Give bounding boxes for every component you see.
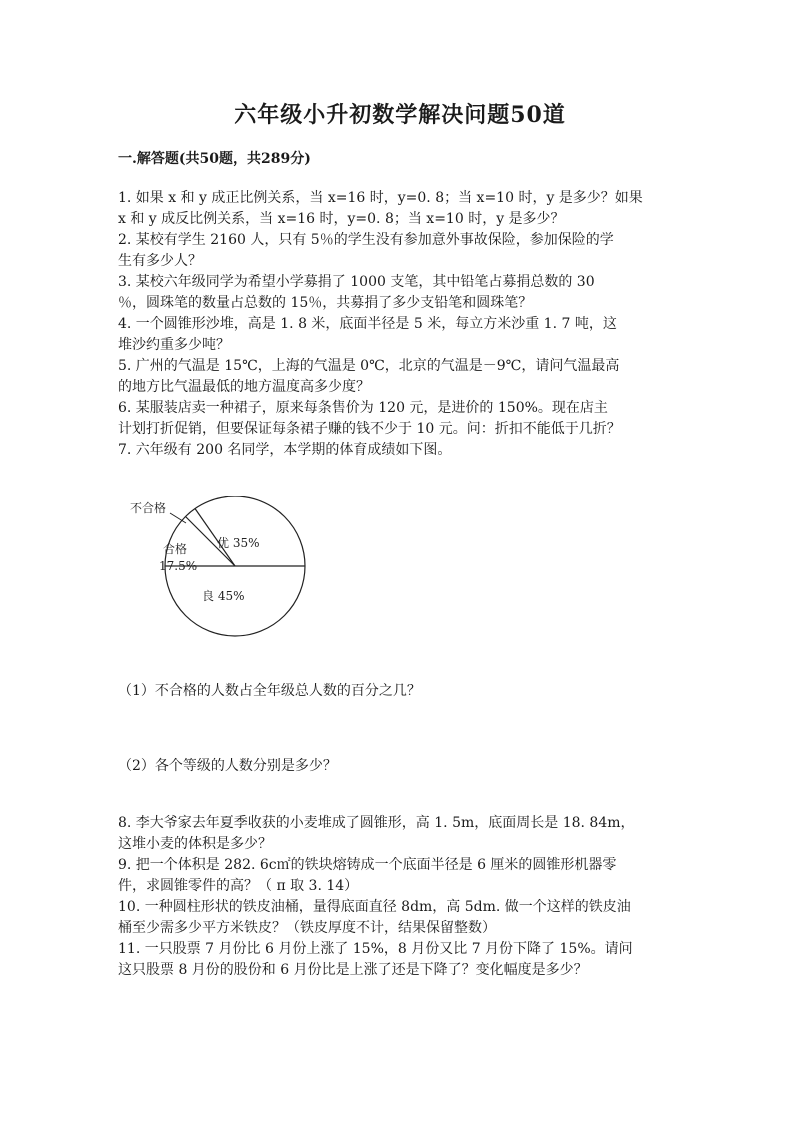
question-line: ％，圆珠笔的数量占总数的 15％，共募捐了多少支铅笔和圆珠笔？ [118,295,533,311]
question-11 [118,939,698,981]
question-line: 6. 某服装店卖一种裙子，原来每条售价为 120 元，是进价的 150%。现在店主 [118,400,608,416]
slice-label-good: 良 45% [202,589,245,603]
question-line: 桶至少需多少平方米铁皮？（铁皮厚度不计，结果保留整数） [118,920,496,936]
question-6 [118,398,698,440]
question-9 [118,855,698,897]
slice-label-excellent: 优 35% [217,536,260,550]
question-line: 件，求圆锥零件的高？（ π 取 3. 14） [118,878,359,894]
slice-label-pass-value: 17.5% [159,559,198,573]
question-line: 7. 六年级有 200 名同学，本学期的体育成绩如下图。 [118,442,452,458]
question-line: 3. 某校六年级同学为希望小学募捐了 1000 支笔，其中铅笔占募捐总数的 30 [118,274,595,290]
question-line: 生有多少人？ [118,253,202,269]
question-8 [118,813,698,855]
question-line: 计划打折促销，但要保证每条裙子赚的钱不少于 10 元。问：折扣不能低于几折？ [118,421,621,437]
question-line: 这只股票 8 月份的股份和 6 月份比是上涨了还是下降了？变化幅度是多少？ [118,962,588,978]
question-line: x 和 y 成反比例关系，当 x=16 时，y=0. 8；当 x=10 时，y 是多少？ [118,211,565,227]
question-2 [118,230,698,272]
question-10 [118,897,698,939]
pie-chart-svg [122,496,322,646]
question-line: 11. 一只股票 7 月份比 6 月份上涨了 15%，8 月份又比 7 月份下降了 15%。请问 [118,941,633,957]
question-line: 这堆小麦的体积是多少？ [118,836,272,852]
question-line: 8. 李大爷家去年夏季收获的小麦堆成了圆锥形，高 1. 5m，底面周长是 18. 84m， [118,815,635,831]
question-line: 的地方比气温最低的地方温度高多少度？ [118,379,370,395]
question-line: 4. 一个圆锥形沙堆，高是 1. 8 米，底面半径是 5 米，每立方米沙重 1. 7 吨，这 [118,316,617,332]
pie-chart [122,496,322,646]
section-heading: 一.解答题(共50题，共289分) [118,151,311,167]
sub-question-1: （1）不合格的人数占全年级总人数的百分之几？ [118,683,421,699]
question-line: 9. 把一个体积是 282. 6c㎡的铁块熔铸成一个底面半径是 6 厘米的圆锥形机器零 [118,857,617,873]
slice-label-fail: 不合格 [130,501,167,515]
question-line: 10. 一种圆柱形状的铁皮油桶，量得底面直径 8dm，高 5dm. 做一个这样的铁皮油 [118,899,631,915]
question-line: 5. 广州的气温是 15℃，上海的气温是 0℃，北京的气温是－9℃，请问气温最高 [118,358,620,374]
question-7 [118,440,698,461]
slice-label-pass-name: 合格 [163,542,188,556]
question-line: 1. 如果 x 和 y 成正比例关系，当 x=16 时，y=0. 8；当 x=10 时，y 是多少？如果 [118,190,643,206]
question-4 [118,314,698,356]
page-title: 六年级小升初数学解决问题50道 [234,102,566,128]
question-3 [118,272,698,314]
question-line: 2. 某校有学生 2160 人，只有 5％的学生没有参加意外事故保险，参加保险的学 [118,232,614,248]
question-5 [118,356,698,398]
sub-question-2: （2）各个等级的人数分别是多少？ [118,758,337,774]
question-line: 堆沙约重多少吨？ [118,337,230,353]
question-1 [118,188,698,230]
